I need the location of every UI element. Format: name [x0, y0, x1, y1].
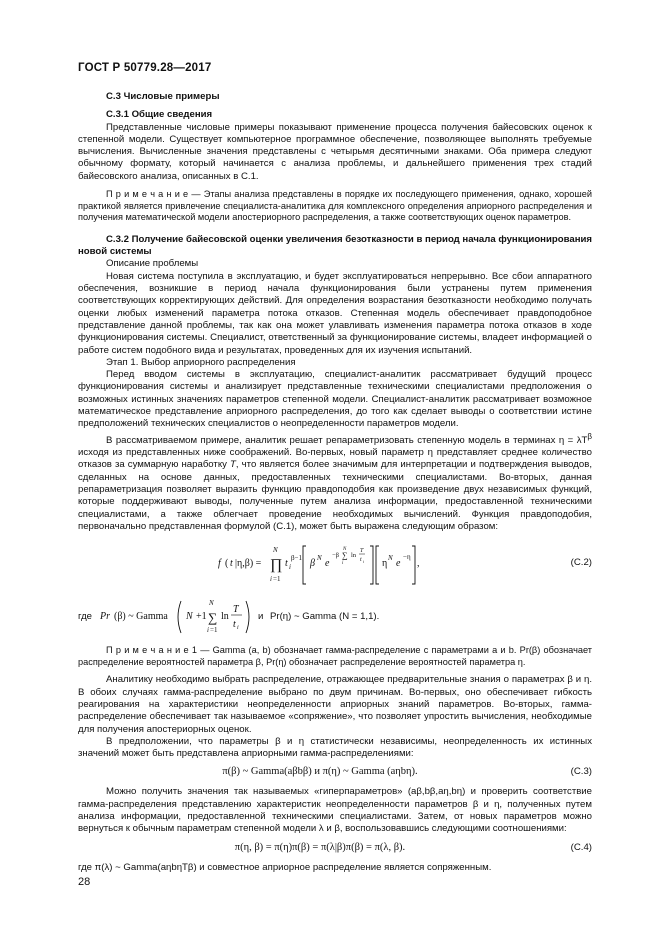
svg-text:∑: ∑: [208, 610, 218, 626]
svg-text:i: i: [289, 563, 291, 572]
note-stages: [78, 189, 592, 224]
svg-text:t: t: [285, 558, 288, 570]
svg-text:ln: ln: [221, 611, 229, 623]
paragraph-stage1: Перед вводом системы в эксплуатацию, специалист-аналитик рассматривает будущий процесс функционирования системы и анализирует представленные техническими специалистами предположения о возможных истинных значениях параметров степенной модели. Специалист-аналитик рассматривает возможное математическое представление априорного распределения, до того как сделает выводы о соответствии истине предположений технических специалистов о неопределенности параметров модели.: [78, 369, 592, 430]
where-prefix: где: [78, 611, 93, 623]
paragraph-intro: Представленные числовые примеры показывают применение процесса получения байесовских оценок к степенной модели. Существует компьютерное программное обеспечение, позволяющее выполнять требуемые вычисления. Вычисленные значения представлены с четырьмя десятичными знаками. Оба примера следуют обычному формату, который начинается с анализа проблемы, и дальнейшего применения трех стадий байесовского анализа, описанных в С.1.: [78, 121, 592, 182]
reparam-text-b: исходя из представленных ниже соображений. Во-первых, новый параметр η представляет среднее количество отказов за суммарную наработку: [78, 447, 592, 471]
paragraph-problem: Новая система поступила в эксплуатацию, и будет эксплуатироваться непрерывно. Все сбои аппаратного обеспечения, возникшие в период начала функционирования были устранены путем применения соответствующих корректирующих действий. Для определения возрастания безотказности необходимо получать оценки любых изменений параметра потока отказов. Степенная модель обеспечивает правдоподобное представление данной проблемы, так как она может улавливать изменения параметра потока отказов в ходе функционирования системы. Специалист, ответственный за функционирование системы, владеет информацией о работе систем подобного вида и результатах, проведенных для их изучения испытаний.: [78, 270, 592, 356]
page-number: 28: [78, 876, 91, 888]
svg-text:+1: +1: [196, 611, 207, 623]
subsection-title-c31: С.3.1 Общие сведения: [106, 109, 213, 121]
svg-text:β−1: β−1: [291, 554, 303, 563]
formula-c2-number: (С.2): [570, 557, 592, 569]
note-label: П р и м е ч а н и е: [106, 189, 189, 200]
reparam-text-a: В рассматриваемом примере, аналитик решает репараметризовать степенную модель в терминах η = λT: [106, 434, 588, 446]
paragraph-independence: В предположении, что параметры β и η статистически независимы, неопределенность их истинных значений может быть представлена априорными гамма-распределениями:: [78, 735, 592, 760]
svg-text:e: e: [325, 558, 330, 570]
paragraph-choice: Аналитику необходимо выбрать распределение, отражающее предварительные знания о параметрах β и η. В обоих случаях гамма-распределение выбрано по двум причинам. Во-первых, оно обеспечивает гибкость реагирования на характеристики неопределенности априорных знаний параметров. Во-вторых, гамма-распределение обеспечивает так называемое «сопряжение», что позволяет упростить вычисления, необходимые для получения апостериорных оценок.: [78, 674, 592, 735]
svg-text:η: η: [382, 558, 388, 570]
section-title-c3: С.3 Числовые примеры: [106, 91, 220, 102]
formula-c3-body: π(β) ~ Gamma(aβbβ) и π(η) ~ Gamma (aηbη).: [222, 766, 418, 778]
note2-text: — Gamma (a, b) обозначает гамма-распределение с параметрами a и b. Pr(β) обозначает распределение вероятностей параметра β, Pr(η) обозначает распределение вероятностей параметра η.: [78, 645, 592, 667]
svg-text:i: i: [237, 625, 239, 632]
note-text: — Этапы анализа представлены в порядке их последующего применения, однако, хорошей практикой является привлечение специалиста-аналитика для комплексного определения априорного распределения и получения математической модели апостериорного распределения, а также соответствующих оценок параметров.: [78, 189, 592, 223]
reparam-text-c: , что является более значимым для интерпретации и подтверждения выводов, сделанных на основе данных, предоставленных техническими специалистами. Во-вторых, данная репараметризация позволяет выразить функцию правдоподобия как произведение двух независимых функций, которые поддерживают выводы, полученные путем анализа информации, предоставленной техническими специалистами, а также облегчает проведение необходимых вычислений. Функция правдоподобия, первоначально представленная формулой (С.1), может быть выражена следующим образом:: [78, 459, 593, 532]
svg-text:,: ,: [417, 558, 420, 570]
note2-label: П р и м е ч а н и е 1: [106, 645, 197, 656]
svg-text:∏: ∏: [270, 557, 283, 574]
svg-text:ln: ln: [351, 552, 357, 560]
page-content: [78, 90, 592, 874]
svg-text:T: T: [233, 604, 239, 616]
paragraph-reparam: [78, 431, 592, 534]
svg-text:t: t: [233, 619, 236, 631]
svg-text:Pr: Pr: [100, 611, 110, 623]
paragraph-hyperparams: Можно получить значения так называемых «гиперпараметров» (aβ,bβ,aη,bη) и проверить соответствие гамма-распределения представлению характеристик неопределенности параметров β и η, полученных путем анализа информации, предоставленной техническими специалистами. Затем, от новых параметров можно вернуться к обычным параметрам степенной модели λ и β, воспользовавшись следующими соотношениями:: [78, 786, 592, 835]
note-gamma: [78, 645, 592, 668]
svg-text:N: N: [317, 554, 322, 563]
svg-text:i: i: [207, 626, 209, 635]
formula-c2: [78, 539, 592, 589]
svg-text:f: f: [218, 558, 221, 570]
svg-text:T: T: [360, 548, 364, 555]
formula-c4-number: (С.4): [570, 841, 592, 853]
paragraph-conjugate: где π(λ) ~ Gamma(aηbηTβ) и совместное априорное распределение является сопряженным.: [78, 861, 492, 873]
svg-text:t: t: [360, 557, 362, 564]
where-formula-graphic: [78, 597, 592, 637]
formula-c4-body: π(η, β) = π(η)π(β) = π(λ|β)π(β) = π(λ, β).: [234, 841, 406, 853]
formula-where-line: [78, 597, 592, 637]
svg-text:(β) ~ Gamma: (β) ~ Gamma: [114, 611, 168, 623]
reparam-T: T: [230, 459, 236, 471]
stage1-label: Этап 1. Выбор априорного распределения: [106, 356, 296, 368]
svg-text:(: (: [225, 558, 229, 570]
svg-text:N: N: [186, 611, 193, 623]
problem-label: Описание проблемы: [106, 258, 199, 270]
where-mid: и: [258, 611, 264, 623]
svg-text:e: e: [396, 558, 401, 570]
svg-text:i: i: [342, 561, 344, 567]
where-suffix: Pr(η) ~ Gamma (N = 1,1).: [270, 611, 380, 623]
formula-c4: [78, 842, 592, 856]
svg-text:∑: ∑: [342, 551, 348, 561]
svg-text:|η,β) =: |η,β) =: [235, 558, 262, 570]
subsection-title-c32: С.3.2 Получение байесовской оценки увеличения безотказности в период начала функционирования новой системы: [78, 233, 592, 258]
reparam-sup: β: [587, 431, 592, 441]
svg-text:−η: −η: [403, 553, 411, 562]
svg-text:N: N: [209, 599, 214, 608]
formula-c2-graphic: [78, 539, 558, 589]
svg-text:−β: −β: [332, 552, 339, 560]
svg-text:N: N: [273, 546, 278, 555]
svg-text:N: N: [343, 547, 347, 553]
svg-text:i: i: [363, 559, 365, 565]
formula-c3-number: (С.3): [570, 766, 592, 778]
svg-text:t: t: [230, 558, 233, 570]
svg-text:=1: =1: [210, 626, 218, 635]
svg-text:N: N: [388, 554, 393, 563]
formula-c3: [78, 766, 592, 780]
svg-text:β: β: [310, 558, 315, 570]
svg-text:i: i: [270, 575, 272, 584]
svg-text:=1: =1: [273, 575, 281, 584]
standard-header: ГОСТ Р 50779.28—2017: [78, 62, 212, 74]
